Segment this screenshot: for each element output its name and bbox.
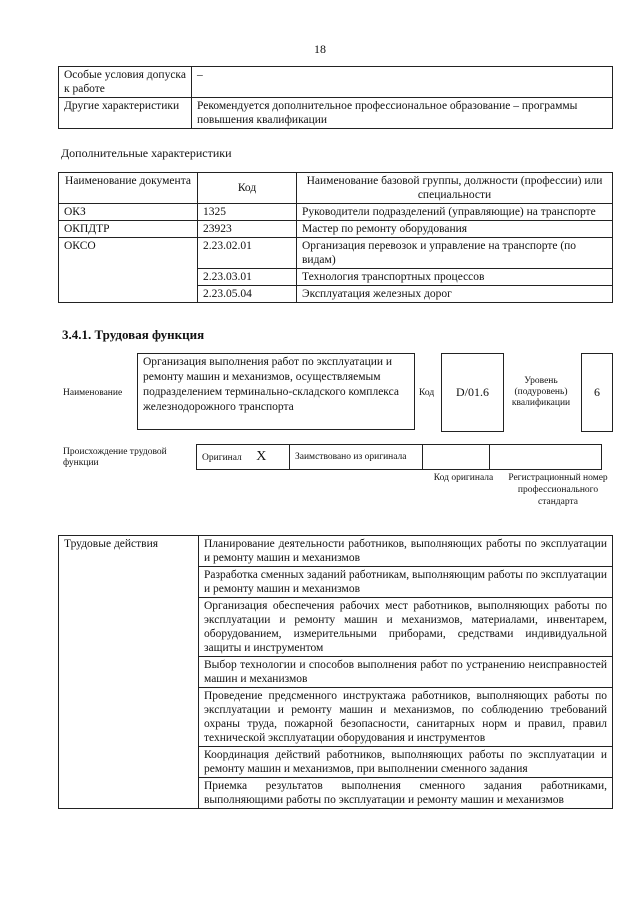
code-cell: 23923 — [198, 221, 297, 238]
origin-label: Происхождение трудовой функции — [63, 447, 167, 468]
code-cell: 2.23.03.01 — [198, 269, 297, 286]
action-item: Разработка сменных заданий работникам, выполняющим работы по эксплуатации и ремонту машин и механизмов — [199, 567, 613, 598]
name-cell: Организация перевозок и управление на транспорте (по видам) — [297, 238, 613, 269]
conditions-table — [58, 66, 613, 129]
code-label: Код — [419, 388, 435, 398]
row-label: Особые условия допуска к работе — [59, 67, 192, 98]
page-number: 18 — [314, 42, 326, 56]
header-cell: Код — [198, 173, 297, 204]
action-item: Проведение предсменного инструктажа работников, выполняющих работы по эксплуатации и ремонту машин и механизмов, по соблюдению требований охраны труда, пожарной безопасности, санитарных норм и правил, правил технической эксплуатации оборудования и инструментов — [199, 688, 613, 747]
doc-cell: ОКЗ — [59, 204, 198, 221]
name-cell: Руководители подразделений (управляющие) на транспорте — [297, 204, 613, 221]
row-value: Рекомендуется дополнительное профессиональное образование – программы повышения квалификации — [192, 98, 613, 129]
code-cell: 2.23.02.01 — [198, 238, 297, 269]
reg-number-cell — [490, 445, 602, 470]
actions-table — [58, 535, 613, 809]
origin-table — [196, 444, 602, 470]
action-item: Координация действий работников, выполняющих работы по эксплуатации и ремонту машин и механизмов, при выполнении сменного задания — [199, 747, 613, 778]
name-cell: Эксплуатация железных дорог — [297, 286, 613, 303]
code-cell: 1325 — [198, 204, 297, 221]
row-value: – — [192, 67, 613, 98]
function-level: 6 — [581, 353, 613, 432]
name-cell: Технология транспортных процессов — [297, 269, 613, 286]
action-item: Приемка результатов выполнения сменного задания работниками, выполняющими работы по эксплуатации и ремонту машин и механизмов — [199, 778, 613, 809]
original-cell — [197, 445, 290, 470]
function-title: 3.4.1. Трудовая функция — [62, 327, 205, 342]
borrowed-label: Заимствовано из оригинала — [290, 445, 423, 470]
action-item: Выбор технологии и способов выполнения работ по устранению неисправностей машин и механизмов — [199, 657, 613, 688]
table-row — [59, 204, 613, 221]
action-item: Планирование деятельности работников, выполняющих работы по эксплуатации и ремонту машин и механизмов — [199, 536, 613, 567]
table-row — [59, 98, 613, 129]
level-label: Уровень (подуровень) квалификации — [511, 376, 571, 408]
table-row — [59, 536, 613, 567]
function-code: D/01.6 — [441, 353, 504, 432]
code-original-cell — [423, 445, 490, 470]
original-mark: X — [256, 448, 267, 464]
header-cell: Наименование базовой группы, должности (профессии) или специальности — [297, 173, 613, 204]
table-row — [59, 67, 613, 98]
function-name: Организация выполнения работ по эксплуатации и ремонту машин и механизмов, осуществляемым подразделением терминально-складского комплекса железнодорожного транспорта — [137, 353, 415, 430]
additional-title: Дополнительные характеристики — [61, 146, 232, 160]
name-label: Наименование — [63, 388, 123, 398]
action-item: Организация обеспечения рабочих мест работников, выполняющих работы по эксплуатации и ремонту машин и механизмов, материалами, инвентарем, оборудованием, измерительными приборами, средствами индивидуальной защиты и инструментом — [199, 598, 613, 657]
code-cell: 2.23.05.04 — [198, 286, 297, 303]
name-cell: Мастер по ремонту оборудования — [297, 221, 613, 238]
reg-number-label: Регистрационный номер профессионального стандарта — [508, 473, 608, 507]
additional-table — [58, 172, 613, 303]
row-label: Другие характеристики — [59, 98, 192, 129]
table-header-row — [59, 173, 613, 204]
header-cell: Наименование документа — [59, 173, 198, 204]
table-row — [59, 238, 613, 269]
table-row — [197, 445, 602, 470]
table-row — [59, 221, 613, 238]
doc-cell: ОКПДТР — [59, 221, 198, 238]
actions-label: Трудовые действия — [59, 536, 199, 809]
code-original-label: Код оригинала — [433, 473, 494, 483]
original-label: Оригинал — [202, 452, 242, 463]
doc-cell: ОКСО — [59, 238, 198, 303]
